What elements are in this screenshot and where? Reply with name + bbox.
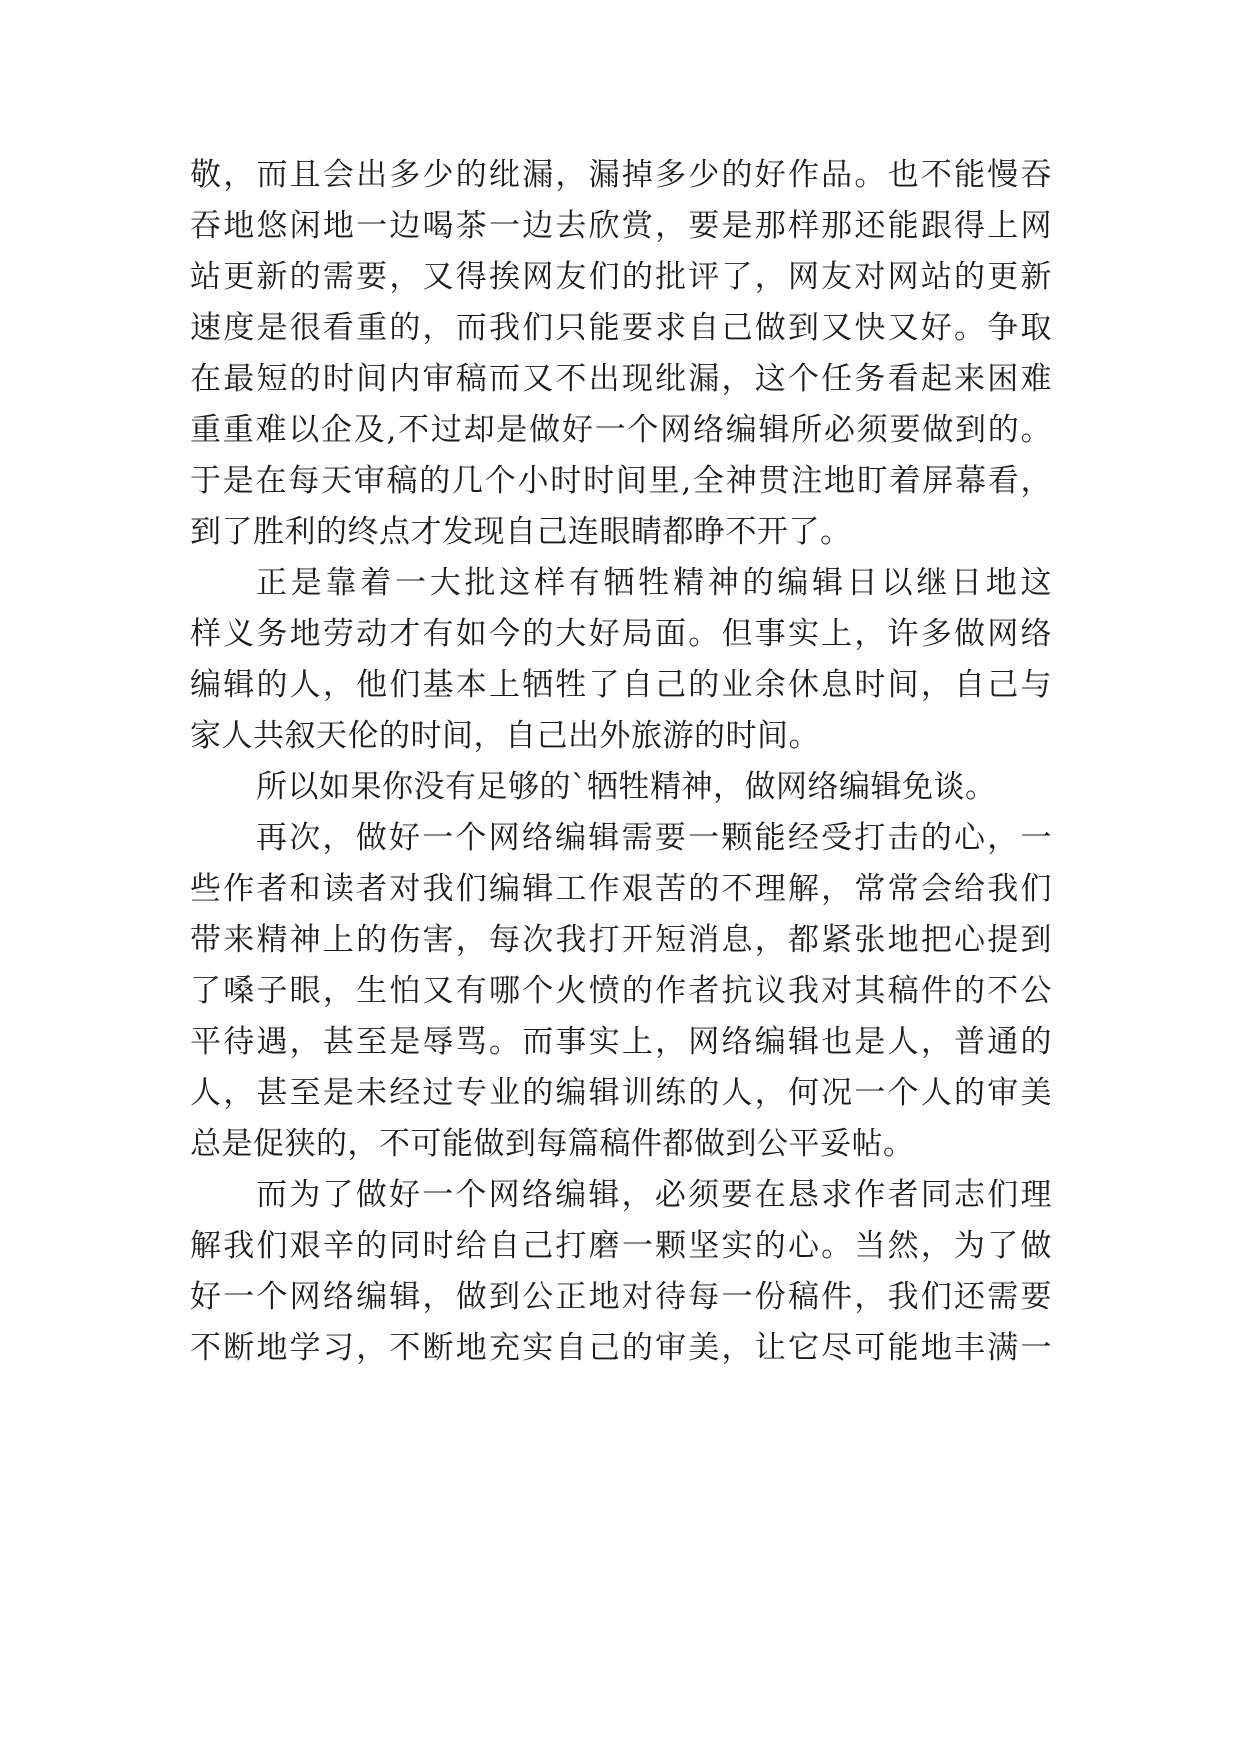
text-line: 于是在每天审稿的几个小时时间里,全神贯注地盯着屏幕看， <box>190 463 1052 499</box>
text-line: 编辑的人，他们基本上牺牲了自己的业余休息时间，自己与 <box>190 667 1052 703</box>
text-line: 好一个网络编辑，做到公正地对待每一份稿件，我们还需要 <box>190 1279 1052 1315</box>
text-line: 敬，而且会出多少的纰漏，漏掉多少的好作品。也不能慢吞 <box>190 157 1052 193</box>
text-line: 家人共叙天伦的时间，自己出外旅游的时间。 <box>190 718 820 754</box>
text-line: 带来精神上的伤害，每次我打开短消息，都紧张地把心提到 <box>190 922 1052 958</box>
text-line: 重重难以企及,不过却是做好一个网络编辑所必须要做到的。 <box>190 412 1052 448</box>
document-body <box>190 150 1052 1374</box>
text-line: 吞地悠闲地一边喝茶一边去欣赏，要是那样那还能跟得上网 <box>190 208 1052 244</box>
text-line: 而为了做好一个网络编辑，必须要在恳求作者同志们理 <box>256 1177 1052 1213</box>
text-line: 所以如果你没有足够的`牺牲精神，做网络编辑免谈。 <box>256 769 997 805</box>
text-line: 些作者和读者对我们编辑工作艰苦的不理解，常常会给我们 <box>190 871 1052 907</box>
text-line: 样义务地劳动才有如今的大好局面。但事实上，许多做网络 <box>190 616 1052 652</box>
text-line: 再次，做好一个网络编辑需要一颗能经受打击的心，一 <box>256 820 1052 856</box>
text-line: 速度是很看重的，而我们只能要求自己做到又快又好。争取 <box>190 310 1052 346</box>
text-line: 了嗓子眼，生怕又有哪个火愤的作者抗议我对其稿件的不公 <box>190 973 1052 1009</box>
text-line: 正是靠着一大批这样有牺牲精神的编辑日以继日地这 <box>256 565 1052 601</box>
text-line: 站更新的需要，又得挨网友们的批评了，网友对网站的更新 <box>190 259 1052 295</box>
text-line: 总是促狭的，不可能做到每篇稿件都做到公平妥帖。 <box>190 1126 915 1162</box>
text-line: 在最短的时间内审稿而又不出现纰漏，这个任务看起来困难 <box>190 361 1052 397</box>
text-line: 解我们艰辛的同时给自己打磨一颗坚实的心。当然，为了做 <box>190 1228 1052 1264</box>
text-line: 到了胜利的终点才发现自己连眼睛都睁不开了。 <box>190 514 852 550</box>
text-line: 平待遇，甚至是辱骂。而事实上，网络编辑也是人，普通的 <box>190 1024 1052 1060</box>
text-line: 人，甚至是未经过专业的编辑训练的人，何况一个人的审美 <box>190 1075 1052 1111</box>
text-line: 不断地学习，不断地充实自己的审美，让它尽可能地丰满一 <box>190 1330 1052 1366</box>
